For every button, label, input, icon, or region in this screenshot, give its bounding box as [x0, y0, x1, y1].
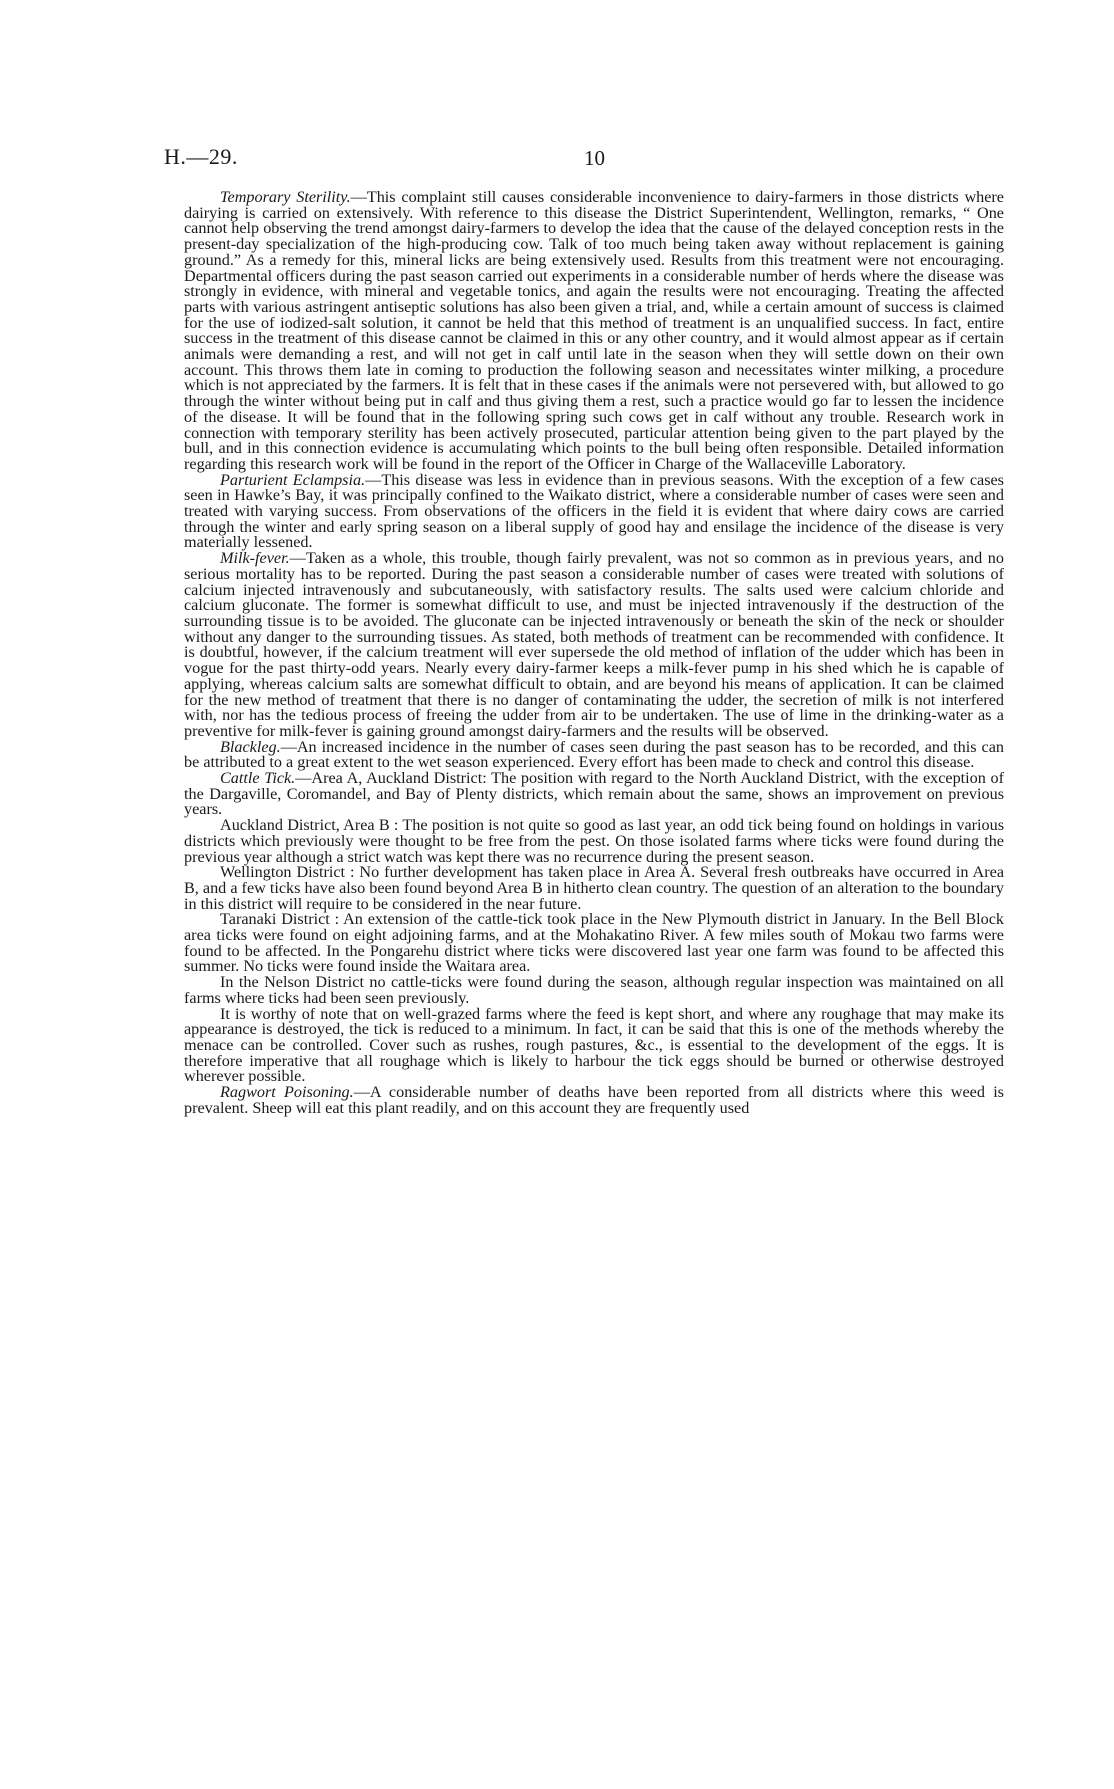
subheading: Ragwort Poisoning. — [220, 1083, 354, 1102]
paragraph-temporary-sterility — [184, 190, 1004, 473]
paragraph-text: Taranaki District : An extension of the cattle-tick took place in the New Plymouth district in January. In the Bell Block area ticks were found on eight adjoining farms, and at the Mohakatino River. A few miles south of Mokau two farms were found to be affected. In the Pongarehu district where ticks were discovered last year one farm was found to be affected this summer. No ticks were found inside the Waitara area. — [184, 910, 1004, 976]
paragraph-wellington-district — [184, 865, 1004, 912]
paragraph-taranaki-district — [184, 912, 1004, 975]
paragraph-text: —An increased incidence in the number of cases seen during the past season has to be recorded, and this can be attributed to a great extent to the wet season experienced. Every effort has been made to check and control this disease. — [184, 737, 1004, 772]
paragraph-text: Auckland District, Area B : The position is not quite so good as last year, an odd tick being found on holdings in various districts which previously were thought to be free from the pest. On those isolated farms where ticks were found during the previous year although a strict watch was kept there was no recurrence during the present season. — [184, 816, 1004, 866]
paragraph-text: —A considerable number of deaths have been reported from all districts where this weed is prevalent. Sheep will eat this plant readily, and on this account they are frequently used — [184, 1083, 1004, 1117]
paragraph-text: —Taken as a whole, this trouble, though fairly prevalent, was not so common as in previous years, and no serious mortality has to be reported. During the past season a considerable number of cases were treated with solutions of calcium injected intravenously and subcutaneously, with satisfactory results. The salts used were calcium chloride and calcium gluconate. The former is somewhat difficult to use, and must be injected intravenously if the destruction of the surrounding tissue is to be avoided. The gluconate can be injected intravenously or beneath the skin of the neck or shoulder without any danger to the surrounding tissues. As stated, both methods of treatment can be recommended with confidence. It is doubtful, however, if the calcium treatment will ever supersede the old method of inflation of the udder which has been in vogue for the past thirty-odd years. Nearly every dairy-farmer keeps a milk-fever pump in his shed which he is capable of applying, whereas calcium salts are somewhat difficult to obtain, and are beyond his means of application. It can be claimed for the new method of treatment that there is no danger of contaminating the udder, the secretion of milk is not interfered with, nor has the tedious process of freeing the udder from air to be undertaken. The use of lime in the drinking-water as a preventive for milk-fever is gaining ground amongst dairy-farmers and the results will be observed. — [184, 549, 1004, 740]
subheading: Parturient Eclampsia. — [220, 470, 366, 489]
paragraph-milk-fever — [184, 551, 1004, 739]
paragraph-text: Wellington District : No further development has taken place in Area A. Several fresh outbreaks have occurred in Area B, and a few ticks have also been found beyond Area B in hitherto clean country. The question of an alteration to the boundary in this district will require to be considered in the near future. — [184, 863, 1004, 913]
paragraph-text: In the Nelson District no cattle-ticks were found during the season, although regular inspection was maintained on all farms where ticks had been seen previously. — [184, 973, 1004, 1007]
paragraph-text: —This complaint still causes considerable inconvenience to dairy-farmers in those districts where dairying is carried on extensively. With reference to this disease the District Superintendent, Wellington, remarks, “ One cannot help observing the trend amongst dairy-farmers to develop the idea that the cause of the delayed conception rests in the present-day specialization of the high-producing cow. Talk of too much being taken away without replacement is gaining ground.” As a remedy for this, mineral licks are being extensively used. Results from this treatment were not encouraging. Departmental officers during the past season carried out experiments in a considerable number of herds where the disease was strongly in evidence, with mineral and vegetable tonics, and again the results were not encouraging. Treating the affected parts with various astringent antiseptic solutions has also been given a trial, and, while a certain amount of success is claimed for the use of iodized-salt solution, it cannot be held that this method of treatment is an unqualified success. In fact, entire success in the treatment of this disease cannot be claimed in this or any other country, and it would almost appear as if certain animals were demanding a rest, and will not get in calf until late in the season when they will settle down on their own account. This throws them late in coming to production the following season and necessitates winter milking, a procedure which is not appreciated by the farmers. It is felt that in these cases if the animals were not persevered with, but allowed to go through the winter without being put in calf and thus giving them a rest, such a practice would go far to lessen the incidence of the disease. It will be found that in the following spring such cows get in calf without any trouble. Research work in connection with temporary sterility has been actively prosecuted, particular attention being given to the part played by the bull, and in this connection evidence is accumulating which points to the bull being often responsible. Detailed information regarding this research work will be found in the report of the Officer in Charge of the Wallaceville Laboratory. — [184, 188, 1004, 473]
subheading: Milk-fever. — [220, 549, 290, 568]
subheading: Blackleg. — [220, 737, 281, 756]
paragraph-ragwort-poisoning — [184, 1085, 1004, 1116]
page-header — [164, 144, 1004, 174]
subheading: Cattle Tick. — [220, 769, 296, 788]
paragraph-well-grazed-farms — [184, 1004, 1004, 1086]
paragraph-auckland-area-b — [184, 818, 1004, 865]
paragraph-parturient-eclampsia — [184, 470, 1004, 552]
paragraph-text: It is worthy of note that on well-grazed farms where the feed is kept short, and where any roughage that may make its appearance is destroyed, the tick is reduced to a minimum. In fact, it can be said that this is one of the methods whereby the menace can be controlled. Cover such as rushes, rough pastures, &c., is essential to the development of the eggs. It is therefore imperative that all roughage which is likely to harbour the tick eggs should be burned or otherwise destroyed wherever possible. — [184, 1004, 1004, 1086]
subheading: Temporary Sterility. — [220, 188, 351, 206]
paragraph-cattle-tick — [184, 771, 1004, 818]
page-number: 10 — [584, 146, 605, 170]
body-text — [184, 190, 1004, 1116]
paragraph-text: —This disease was less in evidence than in previous seasons. With the exception of a few cases seen in Hawke’s Bay, it was principally confined to the Waikato district, where a considerable number of cases were seen and treated with varying success. From observations of the officers in the field it is evident that where dairy cows are carried through the winter and early spring season on a liberal supply of good hay and ensilage the incidence of the disease is very materially lessened. — [184, 470, 1004, 552]
document-reference: H.—29. — [164, 144, 238, 169]
paragraph-nelson-district — [184, 975, 1004, 1006]
paragraph-text: —Area A, Auckland District: The position with regard to the North Auckland District, with the exception of the Dargaville, Coromandel, and Bay of Plenty districts, which remain about the same, shows an improvement on previous years. — [184, 769, 1004, 819]
paragraph-blackleg — [184, 737, 1004, 772]
